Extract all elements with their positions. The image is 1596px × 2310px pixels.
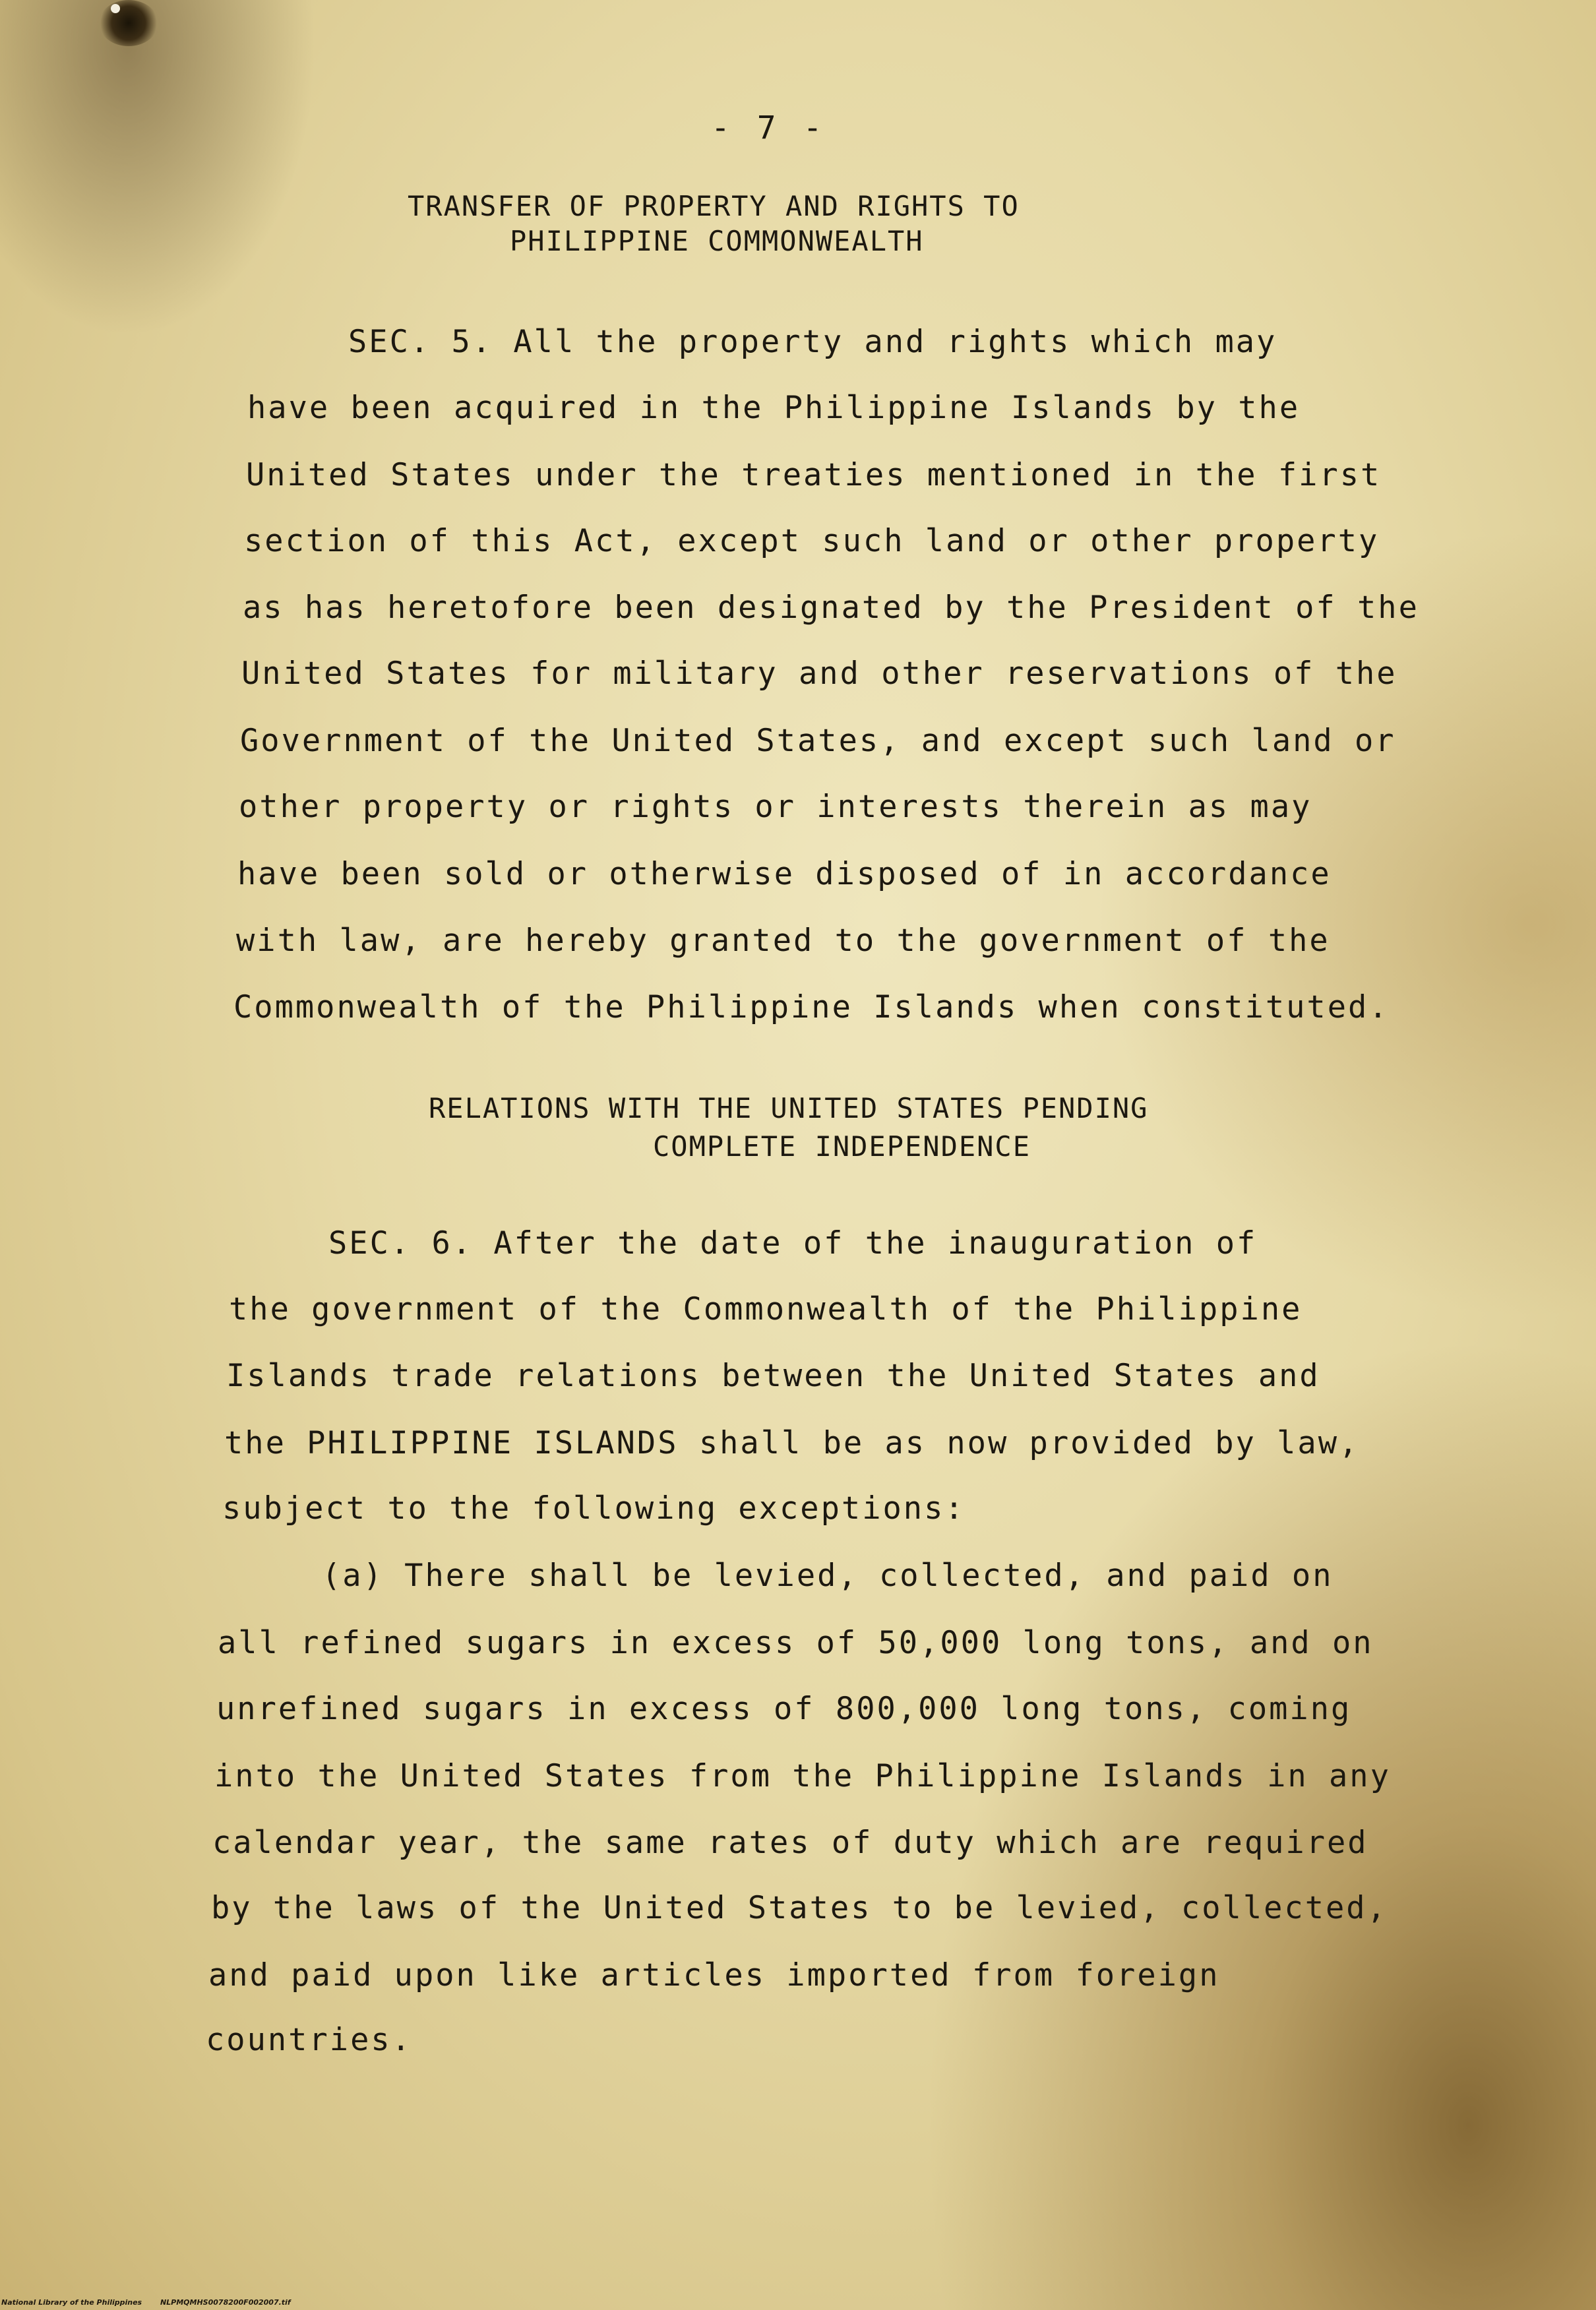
section6-line: Islands trade relations between the United States and [226, 1358, 1320, 1394]
section5-line: SEC. 5. All the property and rights which may [348, 324, 1277, 360]
section6-line: unrefined sugars in excess of 800,000 long tons, coming [216, 1691, 1352, 1727]
section6-heading-line-1: RELATIONS WITH THE UNITED STATES PENDING [429, 1092, 1149, 1124]
section5-line: other property or rights or interests therein as may [239, 789, 1312, 825]
ink-blot [99, 0, 158, 46]
section6-line: calendar year, the same rates of duty which are required [212, 1825, 1368, 1861]
section6-line: the PHILIPPINE ISLANDS shall be as now provided by law, [224, 1425, 1360, 1461]
section6-line: all refined sugars in excess of 50,000 long tons, and on [218, 1625, 1374, 1661]
section6-line: (a) There shall be levied, collected, and paid on [322, 1558, 1334, 1594]
footer-file-id: NLPMQMHS0078200F002007.tif [160, 2298, 291, 2307]
section5-line: have been sold or otherwise disposed of in accordance [237, 856, 1332, 892]
paper-hole [111, 4, 120, 13]
section5-heading-line-1: TRANSFER OF PROPERTY AND RIGHTS TO [408, 190, 1020, 222]
section5-line: Commonwealth of the Philippine Islands when constituted. [233, 989, 1390, 1025]
section6-line: countries. [206, 2022, 412, 2058]
section5-heading-line-2: PHILIPPINE COMMONWEALTH [510, 225, 924, 257]
section5-line: United States for military and other reservations of the [241, 655, 1397, 692]
section6-line: by the laws of the United States to be levied, collected, [211, 1890, 1388, 1926]
section5-line: as has heretofore been designated by the President of the [243, 590, 1419, 626]
section6-line: SEC. 6. After the date of the inauguration of [328, 1225, 1258, 1261]
page-number: - 7 - [711, 109, 826, 146]
footer-library: National Library of the Philippines [1, 2298, 142, 2307]
section6-line: and paid upon like articles imported from foreign [208, 1957, 1220, 1993]
section5-line: with law, are hereby granted to the government of the [236, 923, 1330, 959]
section5-line: section of this Act, except such land or other property [244, 523, 1380, 559]
section5-line: United States under the treaties mentioned in the first [246, 457, 1382, 493]
section6-line: subject to the following exceptions: [222, 1490, 966, 1527]
section5-line: have been acquired in the Philippine Islands by the [247, 390, 1301, 426]
section6-line: the government of the Commonwealth of the Philippine [229, 1291, 1303, 1327]
section5-line: Government of the United States, and except such land or [240, 723, 1396, 759]
scan-footer [1, 2298, 307, 2307]
section6-heading-line-2: COMPLETE INDEPENDENCE [653, 1130, 1031, 1163]
section6-line: into the United States from the Philippine Islands in any [214, 1758, 1391, 1794]
